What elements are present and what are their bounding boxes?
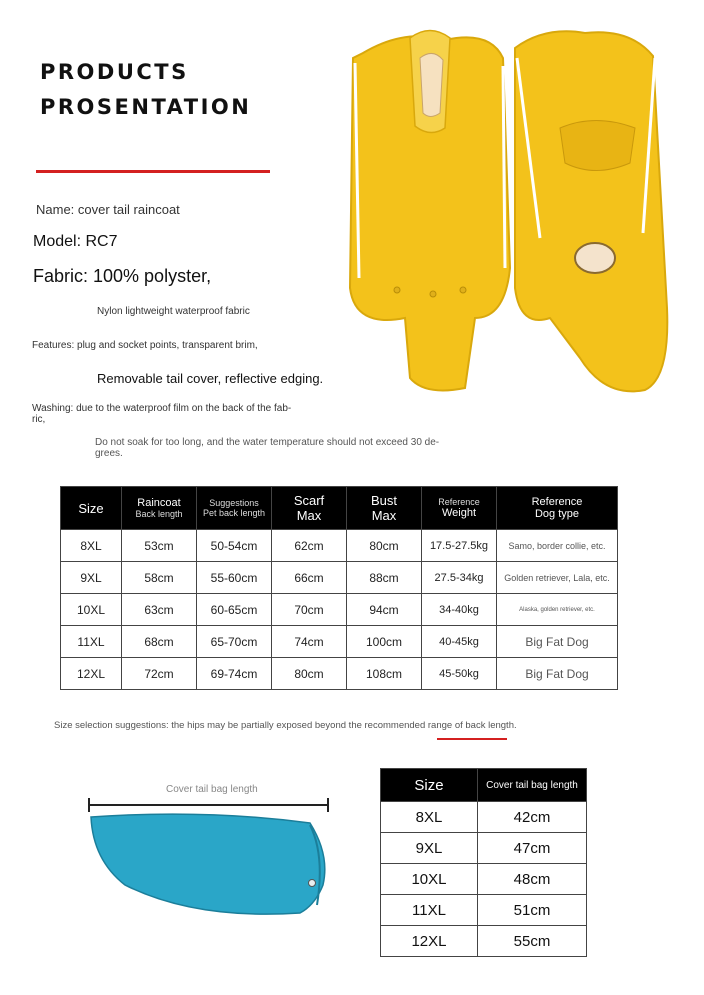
header-size <box>61 487 122 530</box>
features-text: Features: plug and socket points, transparent brim, <box>32 340 258 351</box>
cell-size: 10XL <box>61 594 122 626</box>
tail-cell-size: 8XL <box>381 802 478 833</box>
table-row <box>61 530 618 562</box>
cell-weight: 27.5-34kg <box>422 562 497 594</box>
tail-table-header <box>381 769 587 802</box>
tail-cell-length: 42cm <box>478 802 587 833</box>
table-row <box>381 895 587 926</box>
size-note: Size selection suggestions: the hips may be partially exposed beyond the recommended range of back length. <box>54 720 517 731</box>
tail-bag-body <box>91 814 325 914</box>
washing-line4: grees. <box>95 448 123 459</box>
cell-pet-length: 65-70cm <box>197 626 272 658</box>
tail-bag-label: Cover tail bag length <box>166 784 258 795</box>
cell-size: 11XL <box>61 626 122 658</box>
header-pet-length <box>197 487 272 530</box>
size-table <box>60 486 618 690</box>
cell-size: 8XL <box>61 530 122 562</box>
tail-cell-size: 12XL <box>381 926 478 957</box>
tail-header-length: Cover tail bag length <box>478 769 587 802</box>
tail-cell-size: 11XL <box>381 895 478 926</box>
raincoat-front-view <box>350 31 510 391</box>
header-scarf-l1: Scarf <box>293 493 325 508</box>
header-weight <box>422 487 497 530</box>
cell-back-length: 58cm <box>122 562 197 594</box>
product-model: Model: RC7 <box>33 233 118 250</box>
table-row <box>381 926 587 957</box>
cell-dog-type: Alaska, golden retriever, etc. <box>497 594 618 626</box>
header-weight-l2: Weight <box>441 507 477 519</box>
cell-dog-type: Big Fat Dog <box>497 626 618 658</box>
header-dog-type-l2: Dog type <box>534 508 580 520</box>
tail-cell-length: 47cm <box>478 833 587 864</box>
product-fabric: Fabric: 100% polyster, <box>33 266 212 286</box>
header-back-length-l2: Back length <box>135 509 183 519</box>
cell-back-length: 53cm <box>122 530 197 562</box>
header-back-length <box>122 487 197 530</box>
table-row <box>381 833 587 864</box>
cell-size: 12XL <box>61 658 122 690</box>
header-dog-type <box>497 487 618 530</box>
cell-bust: 108cm <box>347 658 422 690</box>
table-row <box>61 626 618 658</box>
cell-pet-length: 69-74cm <box>197 658 272 690</box>
cell-dog-type: Big Fat Dog <box>497 658 618 690</box>
title-underline <box>36 170 270 173</box>
table-row <box>61 658 618 690</box>
cell-weight: 40-45kg <box>422 626 497 658</box>
tail-cell-size: 10XL <box>381 864 478 895</box>
tail-header-size: Size <box>381 769 478 802</box>
table-row <box>381 802 587 833</box>
header-dog-type-l1: Reference <box>531 496 583 508</box>
page-title-line1: PRODUCTS <box>40 60 189 84</box>
cell-pet-length: 55-60cm <box>197 562 272 594</box>
tail-bag-image <box>85 795 335 920</box>
cell-scarf: 66cm <box>272 562 347 594</box>
header-size-label: Size <box>78 500 104 516</box>
tail-cell-length: 55cm <box>478 926 587 957</box>
header-scarf <box>272 487 347 530</box>
header-bust <box>347 487 422 530</box>
header-bust-l1: Bust <box>370 493 397 508</box>
cell-back-length: 72cm <box>122 658 197 690</box>
cell-dog-type: Samo, border collie, etc. <box>497 530 618 562</box>
header-scarf-l2: Max <box>296 508 322 523</box>
tail-cell-length: 51cm <box>478 895 587 926</box>
table-row <box>61 562 618 594</box>
washing-line1: Washing: due to the waterproof film on the back of the fab- <box>32 403 292 414</box>
product-name: Name: cover tail raincoat <box>36 202 180 217</box>
size-note-underline <box>437 738 507 740</box>
tail-cell-size: 9XL <box>381 833 478 864</box>
header-back-length-l1: Raincoat <box>137 497 181 509</box>
cell-pet-length: 60-65cm <box>197 594 272 626</box>
raincoat-product-image <box>345 18 675 398</box>
cell-weight: 34-40kg <box>422 594 497 626</box>
cell-dog-type: Golden retriever, Lala, etc. <box>497 562 618 594</box>
table-row <box>381 864 587 895</box>
page-title-line2: PROSENTATION <box>40 95 252 119</box>
cell-pet-length: 50-54cm <box>197 530 272 562</box>
size-table-header <box>61 487 618 530</box>
tail-bag-table <box>380 768 587 957</box>
cell-bust: 94cm <box>347 594 422 626</box>
cell-weight: 45-50kg <box>422 658 497 690</box>
washing-line2: ric, <box>32 414 46 425</box>
raincoat-back-view <box>515 31 667 391</box>
cell-back-length: 63cm <box>122 594 197 626</box>
cell-bust: 100cm <box>347 626 422 658</box>
washing-line3: Do not soak for too long, and the water temperature should not exceed 30 de- <box>95 437 440 448</box>
cell-weight: 17.5-27.5kg <box>422 530 497 562</box>
cell-back-length: 68cm <box>122 626 197 658</box>
cell-scarf: 74cm <box>272 626 347 658</box>
features-cont-text: Removable tail cover, reflective edging. <box>97 371 324 386</box>
cell-scarf: 80cm <box>272 658 347 690</box>
cell-scarf: 62cm <box>272 530 347 562</box>
table-row <box>61 594 618 626</box>
header-bust-l2: Max <box>371 508 397 523</box>
header-pet-length-l2: Pet back length <box>202 508 266 518</box>
header-weight-l1: Reference <box>438 497 480 507</box>
header-pet-length-l1: Suggestions <box>209 498 259 508</box>
fabric-note: Nylon lightweight waterproof fabric <box>97 306 250 317</box>
tail-bag-snap <box>309 880 316 887</box>
tail-cell-length: 48cm <box>478 864 587 895</box>
cell-bust: 80cm <box>347 530 422 562</box>
cell-bust: 88cm <box>347 562 422 594</box>
cell-scarf: 70cm <box>272 594 347 626</box>
cell-size: 9XL <box>61 562 122 594</box>
